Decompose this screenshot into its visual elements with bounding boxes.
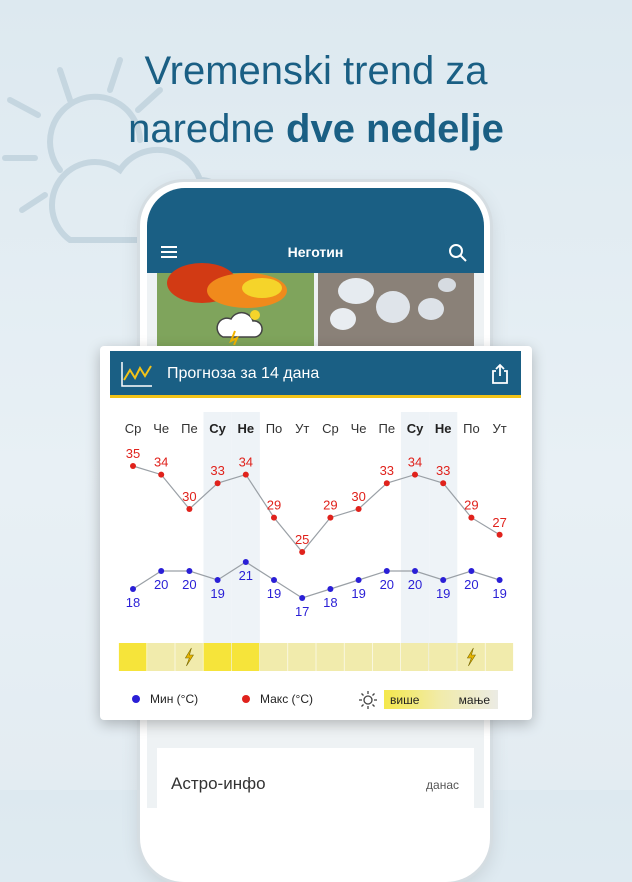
min-temp-label: 19 [210,586,225,601]
search-icon[interactable] [448,243,468,263]
min-temp-point [384,568,390,574]
max-temp-label: 34 [238,454,254,470]
max-temp-point [130,463,136,469]
min-temp-point [468,568,474,574]
max-temp-point [158,472,164,478]
max-temp-label: 27 [492,514,507,530]
lightning-map-thumbnail[interactable] [157,273,314,353]
day-label: Че [350,421,367,436]
sunshine-cell [260,643,288,671]
max-temp-label: 34 [407,454,423,470]
max-temp-label: 33 [379,463,395,479]
min-temp-point [440,577,446,583]
sunshine-cell [147,643,175,671]
max-temp-point [215,480,221,486]
legend-min-label: Мин (°C) [150,692,199,706]
weekend-band [429,412,457,670]
day-label: Не [237,421,255,436]
min-temp-label: 20 [407,577,423,592]
min-temp-point [356,577,362,583]
min-temp-label: 18 [125,595,141,610]
max-temp-label: 34 [153,454,169,470]
forecast-title: Прогноза за 14 дана [167,365,320,382]
hail-photo-thumbnail[interactable] [318,273,474,353]
day-label: Пе [378,421,396,436]
max-temp-label: 29 [266,497,282,513]
min-temp-point [186,568,192,574]
max-temp-point [186,506,192,512]
day-label: Че [153,421,170,436]
min-temp-label: 20 [464,577,479,592]
min-temp-label: 19 [266,586,282,601]
min-temp-point [158,568,164,574]
max-temp-label: 35 [125,446,141,461]
min-temp-point [130,586,136,592]
max-temp-point [271,515,277,521]
min-temp-label: 18 [323,595,338,610]
max-temp-point [412,472,418,478]
sunshine-cell [232,643,260,671]
forecast-14-day-card [100,346,532,720]
sunshine-cell [345,643,373,671]
sunshine-cell [401,643,429,671]
min-temp-point [327,586,333,592]
min-temp-label: 20 [153,577,169,592]
headline-line-2 [0,100,632,158]
day-label: Ут [295,421,310,436]
day-label: По [463,421,480,436]
day-label: Ср [124,421,142,436]
sunshine-cell [204,643,232,671]
day-label: По [265,421,283,436]
max-temp-point [243,472,249,478]
day-label: Ср [322,421,339,436]
max-temp-point [440,480,446,486]
astro-info-day: данас [426,778,459,792]
headline-emphasis: dve nedelje [286,107,504,151]
min-temp-label: 17 [294,604,310,619]
min-temp-label: 19 [435,586,451,601]
legend-max [242,692,313,706]
day-label: Ут [492,421,507,436]
legend-min [132,692,198,706]
max-temp-label: 29 [323,497,338,513]
min-temp-point [412,568,418,574]
sunshine-cell [373,643,401,671]
legend-max-label: Макс (°C) [260,692,313,706]
astro-info-card[interactable] [157,758,473,798]
min-temp-label: 21 [238,568,254,583]
max-temp-label: 33 [435,463,451,479]
sunshine-cell [119,643,147,671]
max-temp-label: 25 [294,532,310,547]
day-label: Не [434,421,452,436]
weekend-band [232,412,260,670]
day-label: Пе [181,421,198,436]
min-temp-point [243,559,249,565]
max-temp-point [468,515,474,521]
min-temp-label: 19 [351,586,366,601]
min-temp-label: 19 [492,586,507,601]
min-temp-point [497,577,503,583]
city-title: Неготин [287,244,344,260]
max-temp-point [384,480,390,486]
scale-more-label: више [390,693,420,707]
sunshine-cell [429,643,457,671]
day-label: Су [406,421,424,436]
min-temp-label: 20 [182,577,197,592]
sun-icon [358,690,378,710]
max-temp-point [299,549,305,555]
scale-less-label: мање [458,693,490,707]
forecast-chart [100,346,532,686]
sunshine-scale [384,690,498,709]
app-bar [147,188,484,273]
headline-line-1: Vremenski trend za [144,49,488,93]
min-temp-point [271,577,277,583]
max-temp-label: 29 [464,497,479,513]
max-temp-label: 30 [182,489,197,504]
headline-prefix: naredne [128,107,287,151]
storm-cloud-icon [215,305,265,345]
max-temp-point [497,532,503,538]
max-temp-label: 33 [210,463,225,479]
min-temp-label: 20 [379,577,395,592]
sunshine-cell [288,643,316,671]
weekend-band [204,412,232,670]
astro-info-title: Астро-инфо [171,774,266,793]
sunshine-cell [316,643,344,671]
sunshine-cell [486,643,514,671]
max-temp-point [356,506,362,512]
max-temp-label: 30 [351,489,366,504]
max-temp-point [327,515,333,521]
news-thumbnails [157,273,474,353]
day-label: Су [209,421,226,436]
weekend-band [401,412,429,670]
min-temp-point [299,595,305,601]
min-temp-point [215,577,221,583]
